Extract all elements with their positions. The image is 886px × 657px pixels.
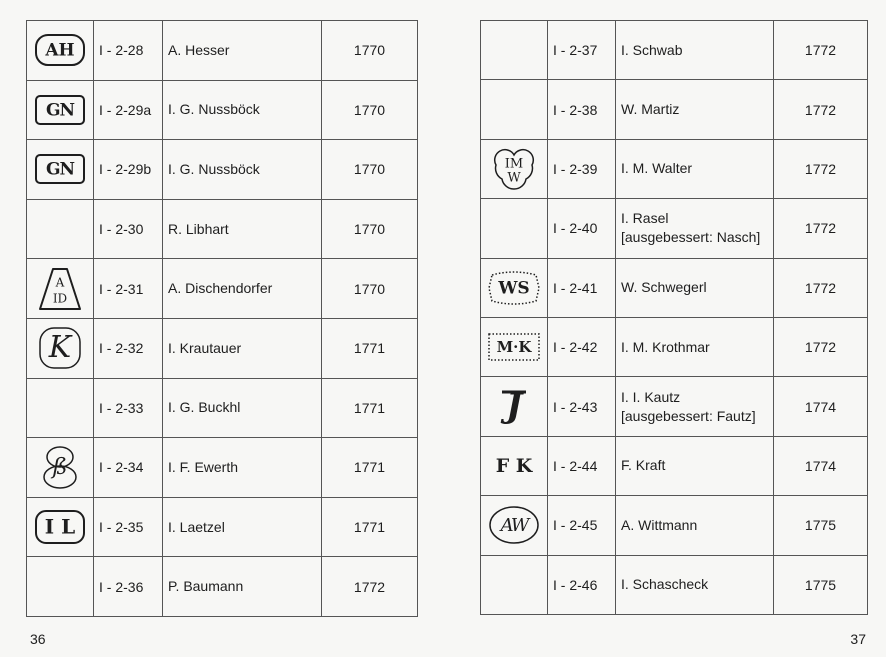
mark-cell <box>27 259 94 319</box>
year: 1772 <box>774 80 868 139</box>
hallmark-symbol <box>34 94 86 126</box>
right-page-number: 37 <box>850 631 866 647</box>
catalog-code: I - 2-44 <box>548 436 616 495</box>
maker-name-line: W. Martiz <box>621 101 680 118</box>
maker-name <box>163 21 322 81</box>
table-row <box>481 139 868 198</box>
catalog-code: I - 2-37 <box>548 21 616 80</box>
left-table-body <box>27 21 418 617</box>
maker-name <box>163 318 322 378</box>
maker-name-line: W. Schwegerl <box>621 279 707 296</box>
mark-cell <box>27 557 94 617</box>
year: 1770 <box>322 199 418 259</box>
table-row <box>481 258 868 317</box>
right-page-table <box>480 20 868 615</box>
year: 1770 <box>322 259 418 319</box>
maker-name <box>616 139 774 198</box>
maker-name <box>163 557 322 617</box>
table-row <box>27 378 418 438</box>
table-row <box>27 140 418 200</box>
maker-name-line: I. Schascheck <box>621 576 709 593</box>
year: 1775 <box>774 496 868 555</box>
maker-name-line: [ausgebessert: Nasch] <box>621 229 761 246</box>
catalog-code: I - 2-42 <box>548 317 616 376</box>
maker-name-line: A. Dischendorfer <box>168 280 273 297</box>
catalog-code: I - 2-35 <box>94 497 163 557</box>
left-page-table <box>26 20 418 617</box>
table-row <box>481 436 868 495</box>
maker-name-line: A. Hesser <box>168 41 230 58</box>
mark-cell <box>27 21 94 81</box>
table-row <box>27 259 418 319</box>
maker-name-line: I. G. Buckhl <box>168 399 241 416</box>
mark-cell <box>481 139 548 198</box>
hallmark-symbol <box>486 271 542 305</box>
maker-name-line: I. Rasel <box>621 210 669 227</box>
year: 1771 <box>322 497 418 557</box>
svg-text:I L: I L <box>44 514 76 539</box>
mark-cell <box>27 199 94 259</box>
table-row <box>481 555 868 614</box>
year: 1771 <box>322 318 418 378</box>
maker-name <box>616 80 774 139</box>
catalog-code: I - 2-29b <box>94 140 163 200</box>
svg-text:WS: WS <box>498 278 530 299</box>
svg-text:ß: ß <box>52 455 68 481</box>
catalog-code: I - 2-34 <box>94 438 163 498</box>
table-row <box>27 318 418 378</box>
year: 1774 <box>774 436 868 495</box>
catalog-code: I - 2-29a <box>94 80 163 140</box>
svg-text:W: W <box>507 170 521 186</box>
svg-text:AW: AW <box>500 515 528 537</box>
maker-name-line: P. Baumann <box>168 578 244 595</box>
mark-cell <box>481 258 548 317</box>
maker-name-line: I. F. Ewerth <box>168 458 239 475</box>
year: 1770 <box>322 140 418 200</box>
maker-name-line: I. Schwab <box>621 41 683 58</box>
maker-name <box>163 80 322 140</box>
svg-text:M·K: M·K <box>496 338 532 357</box>
maker-name <box>616 496 774 555</box>
svg-text:GN: GN <box>45 159 75 180</box>
year: 1772 <box>774 21 868 80</box>
maker-name <box>616 317 774 376</box>
table-row <box>481 199 868 258</box>
mark-cell <box>27 140 94 200</box>
catalog-code: I - 2-36 <box>94 557 163 617</box>
mark-cell <box>481 317 548 376</box>
maker-name-line: I. M. Krothmar <box>621 338 710 355</box>
hallmark-symbol <box>490 147 538 191</box>
maker-name-line: F. Kraft <box>621 457 666 474</box>
svg-text:J: J <box>505 385 523 426</box>
catalog-code: I - 2-39 <box>548 139 616 198</box>
year: 1771 <box>322 378 418 438</box>
mark-cell <box>481 21 548 80</box>
hallmark-symbol <box>487 332 541 362</box>
maker-name-line: R. Libhart <box>168 220 229 237</box>
maker-name-line: I. I. Kautz <box>621 388 681 405</box>
maker-name-line: I. Krautauer <box>168 339 242 356</box>
maker-name <box>163 140 322 200</box>
table-row <box>481 317 868 376</box>
maker-name-line: A. Wittmann <box>621 516 698 533</box>
year: 1770 <box>322 21 418 81</box>
mark-cell <box>27 318 94 378</box>
year: 1772 <box>774 139 868 198</box>
mark-cell <box>481 436 548 495</box>
catalog-code: I - 2-31 <box>94 259 163 319</box>
catalog-code: I - 2-40 <box>548 199 616 258</box>
maker-name-line: [ausgebessert: Fautz] <box>621 407 756 424</box>
maker-name-line: I. G. Nussböck <box>168 101 260 118</box>
table-row <box>27 438 418 498</box>
table-row <box>481 21 868 80</box>
mark-cell <box>481 555 548 614</box>
maker-name-line: I. Laetzel <box>168 518 225 535</box>
catalog-code: I - 2-32 <box>94 318 163 378</box>
year: 1772 <box>322 557 418 617</box>
maker-name-line: I. M. Walter <box>621 160 693 177</box>
table-row <box>481 80 868 139</box>
svg-text:A: A <box>55 275 65 290</box>
hallmark-symbol <box>34 509 86 545</box>
table-row <box>481 377 868 436</box>
maker-name <box>163 199 322 259</box>
year: 1775 <box>774 555 868 614</box>
maker-name <box>616 436 774 495</box>
svg-text:GN: GN <box>45 100 75 121</box>
hallmark-symbol <box>34 33 86 67</box>
mark-cell <box>27 80 94 140</box>
svg-text:K: K <box>48 330 72 366</box>
maker-name <box>616 258 774 317</box>
hallmark-symbol <box>34 153 86 185</box>
table-row <box>27 80 418 140</box>
catalog-code: I - 2-43 <box>548 377 616 436</box>
hallmark-symbol <box>37 266 83 312</box>
year: 1770 <box>322 80 418 140</box>
mark-cell <box>27 497 94 557</box>
hallmark-symbol <box>494 384 534 430</box>
table-row <box>27 199 418 259</box>
catalog-code: I - 2-45 <box>548 496 616 555</box>
maker-name <box>616 555 774 614</box>
svg-text:AH: AH <box>45 40 75 61</box>
svg-text:F K: F K <box>495 454 533 477</box>
catalog-code: I - 2-38 <box>548 80 616 139</box>
mark-cell <box>481 80 548 139</box>
table-row <box>481 496 868 555</box>
catalog-code: I - 2-33 <box>94 378 163 438</box>
svg-text:ID: ID <box>52 291 68 306</box>
year: 1772 <box>774 258 868 317</box>
year: 1772 <box>774 317 868 376</box>
mark-cell <box>27 438 94 498</box>
hallmark-symbol <box>38 443 82 491</box>
catalog-code: I - 2-41 <box>548 258 616 317</box>
right-table-body <box>481 21 868 615</box>
left-page-number: 36 <box>30 631 46 647</box>
hallmark-symbol <box>487 503 541 547</box>
mark-cell <box>481 377 548 436</box>
svg-text:IM: IM <box>504 156 524 172</box>
hallmark-symbol <box>37 325 83 371</box>
catalog-code: I - 2-46 <box>548 555 616 614</box>
mark-cell <box>481 496 548 555</box>
maker-name-line: I. G. Nussböck <box>168 160 260 177</box>
mark-cell <box>27 378 94 438</box>
catalog-code: I - 2-28 <box>94 21 163 81</box>
maker-name <box>616 21 774 80</box>
maker-name <box>163 497 322 557</box>
mark-cell <box>481 199 548 258</box>
year: 1771 <box>322 438 418 498</box>
table-row <box>27 497 418 557</box>
maker-name <box>163 259 322 319</box>
catalog-code: I - 2-30 <box>94 199 163 259</box>
year: 1774 <box>774 377 868 436</box>
table-row <box>27 557 418 617</box>
hallmark-symbol <box>488 451 540 481</box>
maker-name <box>163 438 322 498</box>
maker-name <box>163 378 322 438</box>
maker-name <box>616 377 774 436</box>
table-row <box>27 21 418 81</box>
maker-name <box>616 199 774 258</box>
year: 1772 <box>774 199 868 258</box>
